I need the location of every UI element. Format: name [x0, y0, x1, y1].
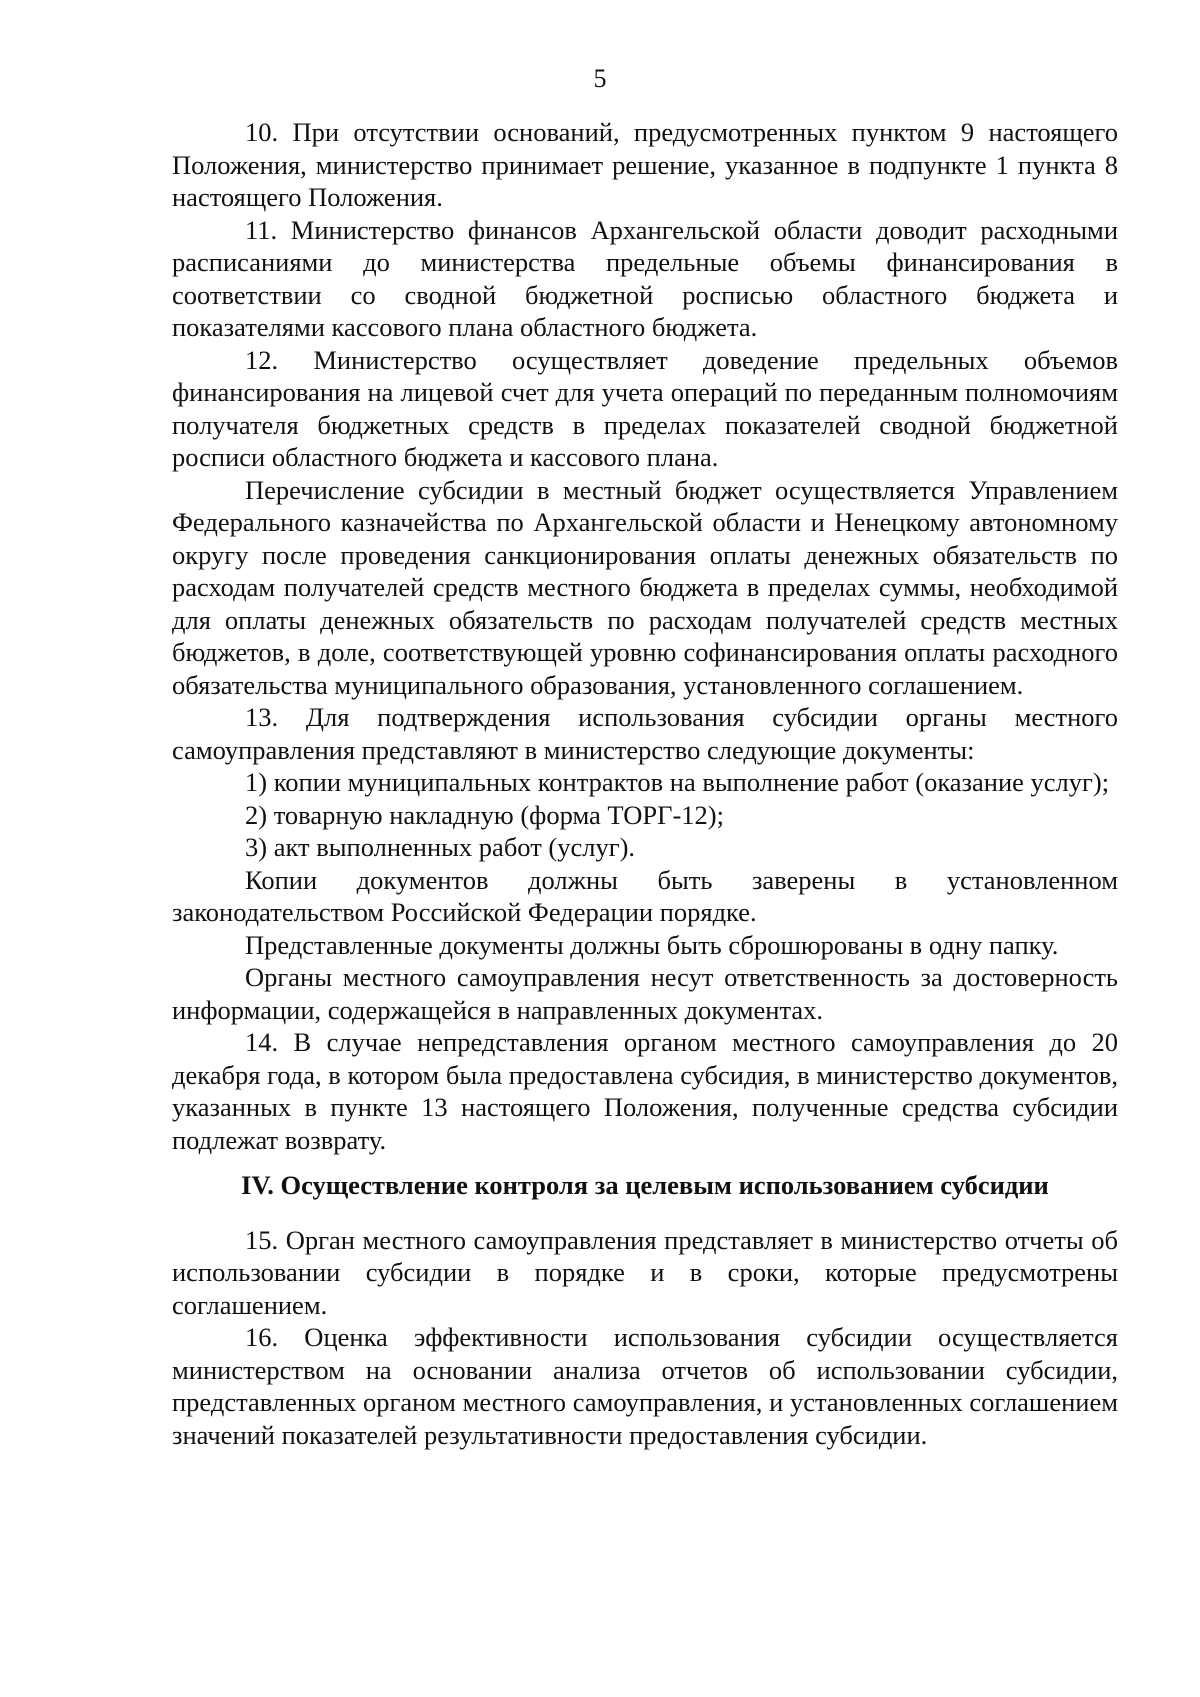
page-number: 5 [593, 64, 607, 93]
paragraph-10: 10. При отсутствии оснований, предусмотренных пунктом 9 настоящего Положения, министерство принимает решение, указанное в подпункте 1 пункта 8 настоящего Положения. [172, 117, 1118, 212]
document-body [172, 116, 1118, 1451]
paragraph-13: 13. Для подтверждения использования субсидии органы местного самоуправления представляют в министерство следующие документы: [172, 702, 1118, 765]
paragraph-11: 11. Министерство финансов Архангельской области доводит расходными расписаниями до министерства предельные объемы финансирования в соответствии со сводной бюджетной росписью областного бюджета и показателями кассового плана областного бюджета. [172, 214, 1118, 342]
paragraph-12: 12. Министерство осуществляет доведение предельных объемов финансирования на лицевой счет для учета операций по переданным полномочиям получателя бюджетных средств в пределах показателей сводной бюджетной росписи областного бюджета и кассового плана. [172, 344, 1118, 472]
paragraph-13-binding: Представленные документы должны быть сброшюрованы в одну папку. [245, 929, 1059, 960]
paragraph-15: 15. Орган местного самоуправления представляет в министерство отчеты об использовании субсидии в порядке и в сроки, которые предусмотрены соглашением. [172, 1224, 1118, 1320]
list-item-3: 3) акт выполненных работ (услуг). [245, 832, 636, 862]
paragraph-13-copies: Копии документов должны быть заверены в установленном законодательством Российской Федерации порядке. [172, 864, 1118, 927]
paragraph-12-transfer: Перечисление субсидии в местный бюджет осуществляется Управлением Федерального казначейства по Архангельской области и Ненецкому автономному округу после проведения санкционирования оплаты денежных обязательств по расходам получателей средств местного бюджета в пределах суммы, необходимой для оплаты денежных обязательств по расходам получателей средств местных бюджетов, в доле, соответствующей уровню софинансирования оплаты расходного обязательства муниципального образования, установленного соглашением. [172, 474, 1118, 700]
list-item-2: 2) товарную накладную (форма ТОРГ-12); [245, 799, 724, 830]
paragraph-16: 16. Оценка эффективности использования субсидии осуществляется министерством на основании анализа отчетов об использовании субсидии, представленных органом местного самоуправления, и установленных соглашением значений показателей результативности предоставления субсидии. [172, 1322, 1118, 1450]
paragraph-14: 14. В случае непредставления органом местного самоуправления до 20 декабря года, в котором была предоставлена субсидия, в министерство документов, указанных в пункте 13 настоящего Положения, полученные средства субсидии подлежат возврату. [172, 1027, 1118, 1155]
paragraph-13-responsibility: Органы местного самоуправления несут ответственность за достоверность информации, содержащейся в направленных документах. [172, 962, 1118, 1025]
list-item-1: 1) копии муниципальных контрактов на выполнение работ (оказание услуг); [245, 767, 1110, 797]
section-iv-heading: IV. Осуществление контроля за целевым использованием субсидии [241, 1170, 1049, 1200]
